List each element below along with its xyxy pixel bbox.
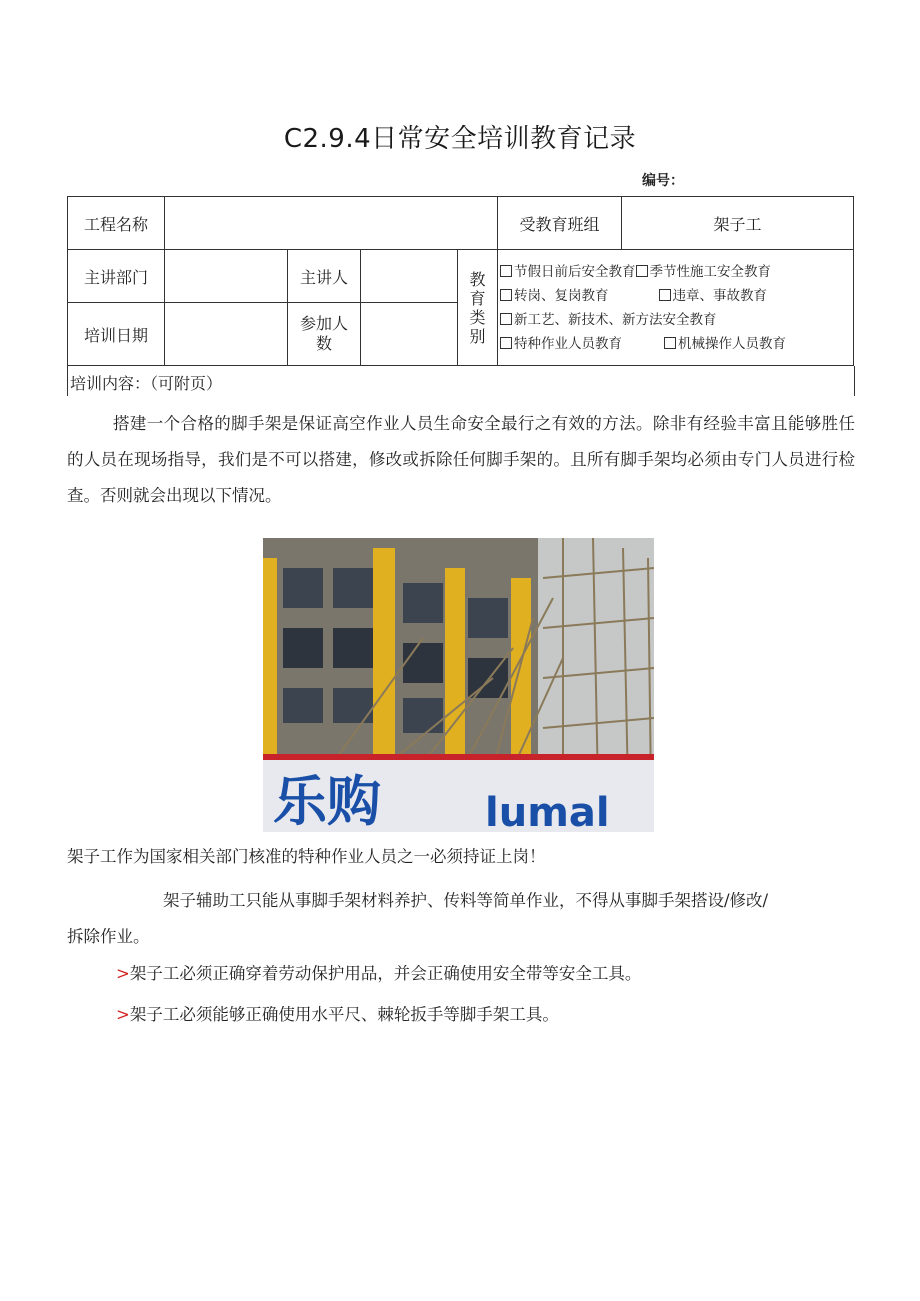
checkbox-special-ops[interactable]: 特种作业人员教育 (500, 336, 622, 352)
assistant-paragraph (67, 883, 855, 955)
checkbox-icon (500, 313, 512, 325)
education-type-label: 教 育 类 别 (458, 250, 498, 366)
participants-field[interactable] (361, 303, 458, 366)
checkbox-icon (659, 289, 671, 301)
dept-label: 主讲部门 (68, 250, 165, 303)
date-field[interactable] (165, 303, 288, 366)
checkbox-machinery[interactable]: 机械操作人员教育 (664, 336, 786, 352)
record-table (67, 196, 854, 366)
sign-red-stripe (263, 754, 654, 760)
certified-line: 架子工作为国家相关部门核准的特种作业人员之一必须持证上岗！ (67, 847, 546, 866)
project-name-label: 工程名称 (68, 197, 165, 250)
checkbox-icon (500, 265, 512, 277)
checkbox-transfer[interactable]: 转岗、复岗教育 (500, 288, 609, 304)
number-label: 编号： (642, 173, 684, 189)
checkbox-icon (500, 337, 512, 349)
bullet-arrow-icon: > (116, 1005, 130, 1024)
date-label: 培训日期 (68, 303, 165, 366)
checkbox-icon (636, 265, 648, 277)
bullet-item-tools: >架子工必须能够正确使用水平尺、棘轮扳手等脚手架工具。 (116, 1005, 559, 1024)
speaker-label: 主讲人 (288, 250, 361, 303)
checkbox-holiday[interactable]: 节假日前后安全教育 (500, 264, 636, 280)
assistant-line-2: 拆除作业。 (67, 927, 150, 946)
checkbox-icon (500, 289, 512, 301)
scaffold-collapse-photo (263, 538, 654, 832)
checkbox-seasonal[interactable]: 季节性施工安全教育 (636, 264, 772, 280)
bullet-item-ppe: >架子工必须正确穿着劳动保护用品，并会正确使用安全带等安全工具。 (116, 964, 642, 983)
checkbox-icon (664, 337, 676, 349)
assistant-line-1: 架子辅助工只能从事脚手架材料养护、传料等简单作业，不得从事脚手架搭设/修改/ (163, 891, 769, 910)
education-type-options (498, 250, 854, 366)
class-value[interactable]: 架子工 (622, 197, 854, 250)
checkbox-violation[interactable]: 违章、事故教育 (659, 288, 768, 304)
dept-field[interactable] (165, 250, 288, 303)
page-title: C2.9.4日常安全培训教育记录 (283, 124, 637, 154)
project-name-field[interactable] (165, 197, 498, 250)
bullet-arrow-icon: > (116, 964, 130, 983)
sign-text-lumal: lumal (485, 790, 610, 832)
intro-paragraph: 搭建一个合格的脚手架是保证高空作业人员生命安全最行之有效的方法。除非有经验丰富且能够胜任的人员在现场指导，我们是不可以搭建，修改或拆除任何脚手架的。且所有脚手架均必须由专门人员进行检查。否则就会出现以下情况。 (67, 414, 855, 505)
participants-label: 参加人 数 (288, 303, 361, 366)
content-label: 培训内容：（可附页） (67, 366, 855, 396)
class-label: 受教育班组 (498, 197, 622, 250)
checkbox-new-tech[interactable]: 新工艺、新技术、新方法安全教育 (500, 312, 717, 328)
sign-text-lego: 乐购 (273, 770, 381, 832)
speaker-field[interactable] (361, 250, 458, 303)
